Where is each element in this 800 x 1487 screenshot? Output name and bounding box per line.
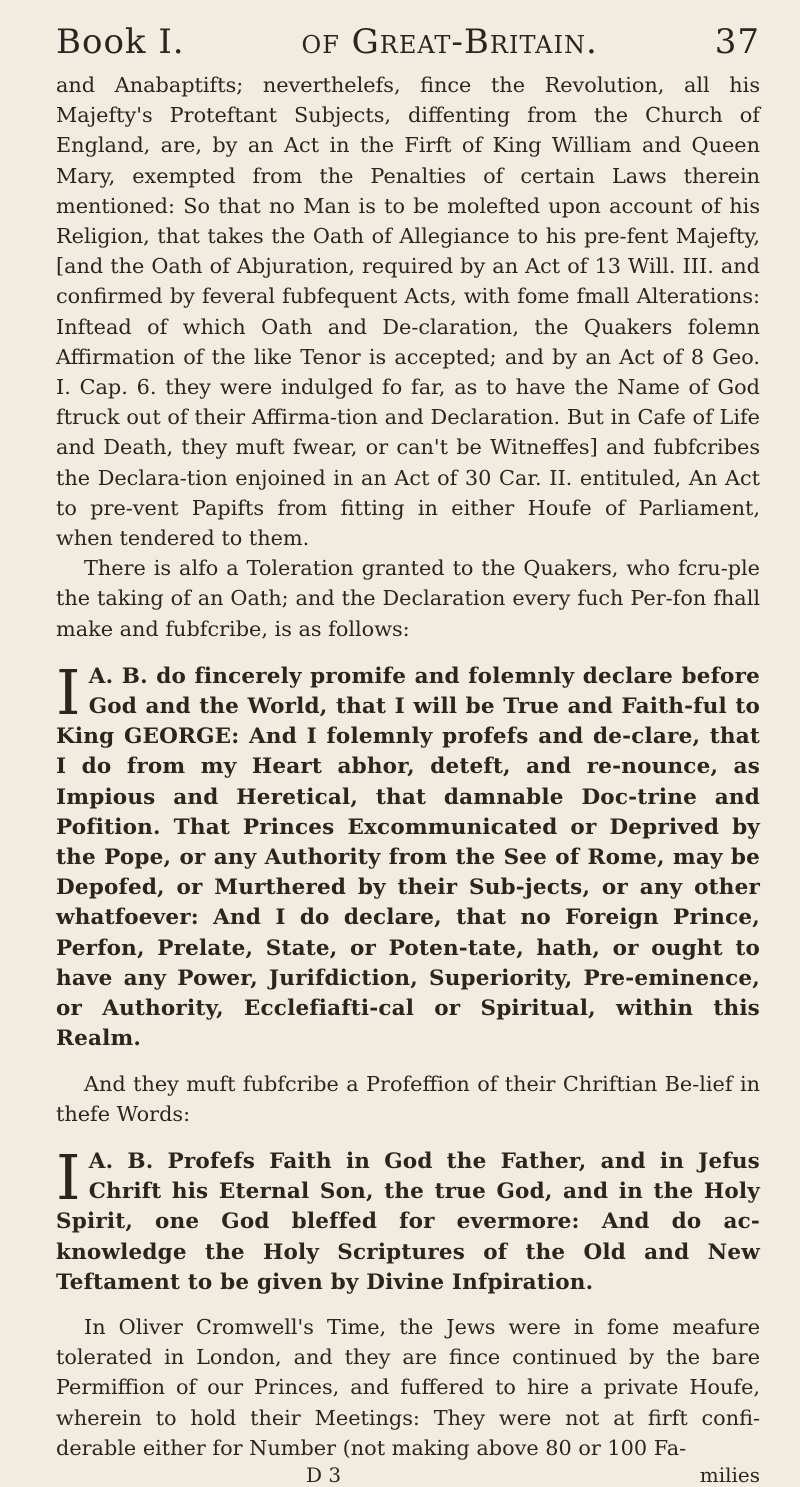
paragraph-toleration: and Anabaptifts; neverthelefs, fince the Revolution, all his Majefty's Proteftant Subjects, diffenting from the Church of England, are, by an Act in the Firft of King William and Queen Mary, exempted from the Penalties of certain Laws therein mentioned: So that no Man is to be molefted upon account of his Religion, that takes the Oath of Allegiance to his pre-fent Majefty, [and the Oath of Abjuration, required by an Act of 13 Will. III. and confirmed by feveral fubfequent Acts, with fome fmall Alterations: Inftead of which Oath and De-claration, the Quakers folemn Affirmation of the like Tenor is accepted; and by an Act of 8 Geo. I. Cap. 6. they were indulged fo far, as to have the Name of God ftruck out of their Affirma-tion and Declaration. But in Cafe of Life and Death, they muft fwear, or can't be Witneffes] and fubfcribes the Declara-tion enjoined in an Act of 30 Car. II. entituled, An Act to pre-vent Papifts from fitting in either Houfe of Parliament, when tendered to them.: [56, 73, 760, 551]
signature-mark: D 3: [306, 1462, 342, 1487]
page-footer: [56, 1463, 760, 1487]
book-number: Book I.: [56, 22, 185, 62]
profession-of-faith: [56, 1140, 760, 1298]
catchword: milies: [699, 1462, 760, 1487]
drop-cap: I: [56, 1140, 81, 1214]
paragraph-profession: And they muft fubfcribe a Profeffion of their Chriftian Be-lief in thefe Words:: [56, 1071, 760, 1126]
paragraph-jews: In Oliver Cromwell's Time, the Jews were in fome meafure tolerated in London, and they are fince continued by the bare Permiffion of our Princes, and fuffered to hire a private Houfe, wherein to hold their Meetings: They were not at firft confi-derable either for Number (not making above 80 or 100 Fa-: [56, 1314, 760, 1460]
page-number: 37: [714, 22, 760, 62]
running-title: of Great-Britain.: [301, 22, 598, 62]
drop-cap: I: [56, 655, 81, 729]
declaration-text: A. B. do fincerely promife and folemnly declare before God and the World, that I will be True and Faith-ful to King GEORGE: And I folemnly profefs and de-clare, that I do from my Heart abhor, deteft, and re-nounce, as Impious and Heretical, that damnable Doc-trine and Pofition. That Princes Excommunicated or Deprived by the Pope, or any Authority from the See of Rome, may be Depofed, or Murthered by their Sub-jects, or any other whatfoever: And I do declare, that no Foreign Prince, Perfon, Prelate, State, or Poten-tate, hath, or ought to have any Power, Jurifdiction, Superiority, Pre-eminence, or Authority, Ecclefiafti-cal or Spiritual, within this Realm.: [56, 663, 760, 1052]
profession-text: A. B. Profefs Faith in God the Father, and in Jefus Chrift his Eternal Son, the true God, and in the Holy Spirit, one God bleffed for evermore: And do ac-knowledge the Holy Scriptures of the Old and New Teftament to be given by Divine Infpiration.: [56, 1148, 760, 1295]
declaration-oath: [56, 655, 760, 1055]
paragraph-quakers: There is alfo a Toleration granted to the Quakers, who fcru-ple the taking of an Oath; and the Declaration every fuch Per-fon fhall make and fubfcribe, is as follows:: [56, 556, 760, 641]
running-head: [56, 22, 760, 62]
